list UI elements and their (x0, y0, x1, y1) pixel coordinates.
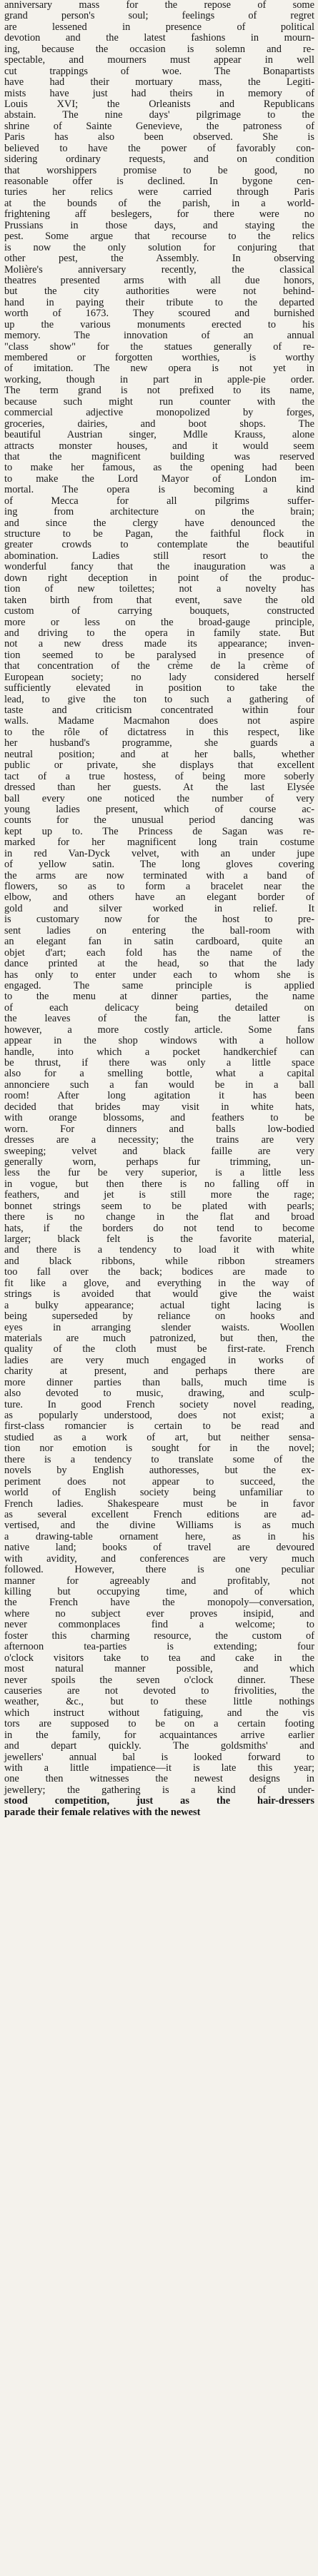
text-line: jewellery; the gathering is a kind of under- (4, 1784, 314, 1796)
text-line: abstain. The nine days' pilgrimage to the (4, 109, 314, 121)
text-line: has only to enter under each to whom she is (4, 969, 314, 981)
text-line: sent ladies on entering the ball-room with (4, 924, 314, 936)
text-line: room! After long agitation it has been (4, 1090, 314, 1102)
text-line: more or less on the broad-gauge principle, (4, 616, 314, 628)
text-line: have had their mortuary mass, the Legiti- (4, 76, 314, 89)
text-line: there is a tendency to translate some of the (4, 1453, 314, 1465)
text-line: neutral position; and at her balls, whether (4, 748, 314, 760)
text-line: to the menu at dinner parties, the name (4, 991, 314, 1003)
article-paragraph (4, 0, 314, 1818)
text-line: anniversary mass for the repose of some (4, 0, 314, 11)
text-line: hats, if the borders do not tend to become (4, 1222, 314, 1234)
text-line: devotion and the latest fashions in mourn- (4, 32, 314, 44)
text-line: handle, into which a pocket handkerchief can (4, 1046, 314, 1058)
text-line: quality of the cloth must be first-rate. French (4, 1343, 314, 1355)
text-line: and there is a tendency to load it with white (4, 1244, 314, 1256)
text-line: European society; no lady considered herself (4, 671, 314, 683)
text-line: however, a more costly article. Some fans (4, 1024, 314, 1036)
text-line: stood competition, just as the hair-dressers (4, 1795, 314, 1807)
text-line: at the bounds of the parish, in a world- (4, 197, 314, 209)
text-line: the arms are now terminated with a band of (4, 869, 314, 882)
text-line: being superseded by reliance on hooks and (4, 1310, 314, 1323)
text-line: fit like a glove, and everything in the way of (4, 1277, 314, 1289)
text-line: in the family, for acquaintances arrive earlier (4, 1729, 314, 1741)
text-line: down right deception in point of the produc- (4, 572, 314, 584)
text-line: not a new dress made its appearance; inven- (4, 638, 314, 650)
text-line: of each delicacy being detailed on (4, 1001, 314, 1014)
text-line: turies her relics were carried through Paris (4, 186, 314, 198)
text-line: pest. Some argue that recourse to the relics (4, 231, 314, 243)
text-line: parade their female relatives with the newest (4, 1806, 201, 1818)
text-line: decided that brides may visit in white hats, (4, 1101, 314, 1113)
text-line: an elegant fan in satin cardboard, quite an (4, 936, 314, 948)
text-line: groceries, dairies, and boot shops. The (4, 418, 314, 430)
text-line: the leaves of the fan, the latter is (4, 1013, 314, 1025)
text-line: which instruct without fatiguing, and the vis (4, 1707, 314, 1719)
text-line: of imitation. The new opera is not yet in (4, 363, 314, 375)
text-line: kept up to. The Princess de Sagan was re- (4, 825, 314, 837)
text-line: grand person's soul; feelings of regret (4, 10, 314, 22)
text-line: of yellow satin. The long gloves covering (4, 859, 314, 871)
text-line: Prussians in those days, and staying the (4, 219, 314, 231)
text-line: more dinner parties than balls, much time is (4, 1376, 314, 1388)
text-line: cut trappings of woe. The Bonapartists (4, 65, 314, 77)
text-line: ture. In good French society novel reading, (4, 1398, 314, 1410)
text-line: is now the only solution for conjuring that (4, 241, 314, 253)
text-line: that worshippers promise to be good, no (4, 164, 314, 176)
text-line: and depart quickly. The goldsmiths' and (4, 1740, 314, 1752)
text-line: dresses are a necessity; the trains are very (4, 1134, 314, 1146)
text-line: counts for the unusual period dancing was (4, 814, 314, 827)
text-line: to make her famous, as the opening had been (4, 462, 314, 474)
text-line: ing from architecture on the brain; (4, 506, 314, 518)
text-line: mortal. The opera is becoming a kind (4, 484, 314, 496)
text-line: memory. The innovation of an annual (4, 330, 314, 342)
text-line: less the fur be very superior, is a little less (4, 1167, 314, 1179)
text-line: greater crowds to contemplate the beautiful (4, 539, 314, 551)
text-line: ing, because the occasion is solemn and re- (4, 43, 314, 55)
text-line: also devoted to music, drawing, and sculp- (4, 1388, 314, 1400)
text-line: larger; black felt is the favorite material, (4, 1233, 314, 1245)
text-line: periment does not appear to succeed, the (4, 1475, 314, 1487)
text-line: also for a smelling bottle, what a capital (4, 1068, 314, 1080)
text-line: tact of a true hostess, of being more soberly (4, 770, 314, 782)
text-line: The term grand is not prefixed to its name, (4, 385, 314, 397)
text-line: one then witnesses the newest designs in (4, 1773, 314, 1785)
text-line: as popularly understood, does not exist; a (4, 1410, 314, 1421)
text-line: wonderful fancy that the inauguration was a (4, 561, 314, 573)
text-line: hand in paying their tribute to the departed (4, 296, 314, 308)
text-line: abomination. Ladies still resort to the (4, 550, 314, 562)
text-line: bonnet strings seem to be plated with pearls; (4, 1200, 314, 1212)
text-line: shrine of Sainte Genevieve, the patroness of (4, 120, 314, 132)
text-line: and since the clergy have denounced the (4, 517, 314, 529)
text-line: structure to be Pagan, the faithful flock in (4, 528, 314, 540)
text-line: native land; books of travel are devoured (4, 1542, 314, 1554)
text-line: lead, to give the ton to such a gathering of (4, 693, 314, 705)
text-line: French ladies. Shakespeare must be in favor (4, 1497, 314, 1510)
text-line: Paris has also been observed. She is (4, 131, 314, 143)
text-line: of Mecca for all pilgrims suffer- (4, 495, 314, 507)
text-line: strings is avoided that would give the waist (4, 1288, 314, 1300)
text-line: attracts monster houses, and it would seem (4, 440, 314, 452)
text-line: eyes in arranging slender waists. Woollen (4, 1321, 314, 1333)
text-line: there is no change in the flat and broad (4, 1211, 314, 1223)
text-line: dance printed at the head, so that the lady (4, 958, 314, 970)
text-line: with avidity, and conferences are very much (4, 1552, 314, 1565)
text-line: membered or forgotten worthies, is worthy (4, 352, 314, 363)
text-line: charity at present, and perhaps there are (4, 1365, 314, 1378)
text-line: as several excellent French editions are ad- (4, 1508, 314, 1520)
text-line: working, though in part in apple-pie order. (4, 373, 314, 385)
text-line: but the city authorities were not behind- (4, 286, 314, 298)
text-line: sidering ordinary requests, and on condition (4, 153, 314, 166)
text-line: reasonable offer is declined. In bygone cen- (4, 176, 314, 187)
text-line: appear in the shop windows with a hollow (4, 1035, 314, 1047)
text-line: o'clock visitors take to tea and cake in the (4, 1652, 314, 1664)
text-line: in vogue, but then there is no falling off in (4, 1178, 314, 1190)
text-line: that concentration of the crème de la crème of (4, 660, 314, 672)
text-line: tion seemed to be paralysed in presence of (4, 649, 314, 661)
text-line: most natural manner possible, and which (4, 1663, 314, 1675)
text-line: vertised, and the divine Williams is as much (4, 1520, 314, 1532)
text-line: up the various monuments erected to his (4, 318, 314, 330)
text-line: public or private, she displays that excellent (4, 759, 314, 772)
text-line: jewellers' annual bal is looked forward to (4, 1751, 314, 1763)
text-line: to the rôle of dictatress in this respect, like (4, 726, 314, 738)
text-line: worth of 1673. They scoured and burnished (4, 308, 314, 320)
text-line: are lessened in presence of political (4, 21, 314, 33)
text-line: flowers, so as to form a bracelet near the (4, 881, 314, 892)
text-line: "class show" for the statues generally of re- (4, 340, 314, 353)
text-line: annonciere such a fan would be in a ball (4, 1079, 314, 1091)
text-line: Molière's anniversary recently, the classical (4, 263, 314, 276)
text-line: taste and criticism concentrated within four (4, 704, 314, 716)
text-line: never spoils the seven o'clock dinner. These (4, 1674, 314, 1686)
text-line: custom of carrying bouquets, constructed (4, 605, 314, 617)
text-line: be thrust, if there was only a little space (4, 1057, 314, 1069)
text-line: killing but occupying time, and of which (4, 1586, 314, 1597)
text-line: tion nor emotion is sought for in the novel; (4, 1443, 314, 1455)
text-line: sufficiently elevated in position to take the (4, 682, 314, 694)
text-line: and driving to the opera in family state. But (4, 627, 314, 639)
text-line: a drawing-table ornament here, as in his (4, 1530, 314, 1542)
text-line: followed. However, there is one peculiar (4, 1564, 314, 1576)
text-line: feathers, and jet is still more the rage; (4, 1189, 314, 1201)
text-line: engaged. The same principle is applied (4, 979, 314, 991)
text-line: materials are much patronized, but then, the (4, 1332, 314, 1344)
text-line: taken birth from that event, save the old (4, 594, 314, 606)
text-line: spectable, and mourners must appear in well (4, 54, 314, 66)
text-line: dressed than her guests. At the last Elysée (4, 782, 314, 794)
text-line: first-class romancier is certain to be read and (4, 1420, 314, 1433)
text-line: tion of new toilettes; not a novelty has (4, 583, 314, 595)
text-line: never commonplaces find a welcome; to (4, 1619, 314, 1631)
text-line: that the magnificent building was reserved (4, 450, 314, 463)
text-line: causeries are not devoted to frivolities, the (4, 1684, 314, 1697)
text-line: tors are supposed to be on a certain footing (4, 1718, 314, 1730)
text-line: with orange blossoms, and feathers to be (4, 1112, 314, 1124)
text-line: too fall over the back; bodices are made to (4, 1266, 314, 1278)
text-line: objet d'art; each fold has the name of the (4, 946, 314, 959)
text-line: Louis XVI; the Orleanists and Republicans (4, 98, 314, 110)
text-line: generally worn, perhaps fur trimming, un- (4, 1156, 314, 1168)
text-line: elbow, and others have an elegant border of (4, 892, 314, 904)
text-line: novels by English authoresses, but the ex- (4, 1465, 314, 1477)
text-line: mists have just had theirs in memory of (4, 87, 314, 99)
text-line: believed to have the power of favorably con- (4, 142, 314, 154)
text-line: to make the Lord Mayor of London im- (4, 473, 314, 485)
text-line: beautiful Austrian singer, Mdlle Krauss, alone (4, 429, 314, 441)
text-line: manner for agreeably and profitably, not (4, 1575, 314, 1587)
text-line: frightening aff beslegers, for there were no (4, 208, 314, 221)
text-line: in red Van-Dyck velvet, with an under jupe (4, 847, 314, 859)
text-line: marked for her magnificent long train costume (4, 837, 314, 849)
text-line: is customary now for the host to pre- (4, 914, 314, 926)
text-line: world of English society being unfamiliar to (4, 1487, 314, 1499)
text-line: studied as a work of art, but neither sensa- (4, 1431, 314, 1443)
text-line: the French have the monopoly—conversation, (4, 1597, 314, 1609)
text-line: weather, &c., but to these little nothings (4, 1696, 314, 1708)
text-line: her husband's programme, she guards a (4, 737, 314, 749)
text-line: and black ribbons, while ribbon streamers (4, 1255, 314, 1267)
text-line: ladies are very much engaged in works of (4, 1354, 314, 1366)
text-line: afternoon tea-parties is extending; four (4, 1641, 314, 1653)
text-line: gold and silver worked in relief. It (4, 902, 314, 914)
text-line: ball every one noticed the number of very (4, 792, 314, 804)
text-line: walls. Madame Macmahon does not aspire (4, 715, 314, 727)
text-line: sweeping; velvet and black faille are very (4, 1145, 314, 1157)
text-line: foster this charming resource, the custom of (4, 1630, 314, 1642)
text-line: where no subject ever proves insipid, and (4, 1607, 314, 1620)
text-line: because such might run counter with the (4, 395, 314, 408)
text-line: theatres presented arms with all due honors, (4, 274, 314, 286)
text-line: commercial adjective monopolized by forges, (4, 407, 314, 419)
text-line: young ladies present, which of course ac- (4, 803, 314, 815)
text-line: a bulky appearance; actual tight lacing is (4, 1299, 314, 1311)
text-line: other pest, the Assembly. In observing (4, 253, 314, 265)
text-line: worn. For dinners and balls low-bodied (4, 1123, 314, 1135)
text-line: with a little impatience—it is late this year; (4, 1762, 314, 1774)
